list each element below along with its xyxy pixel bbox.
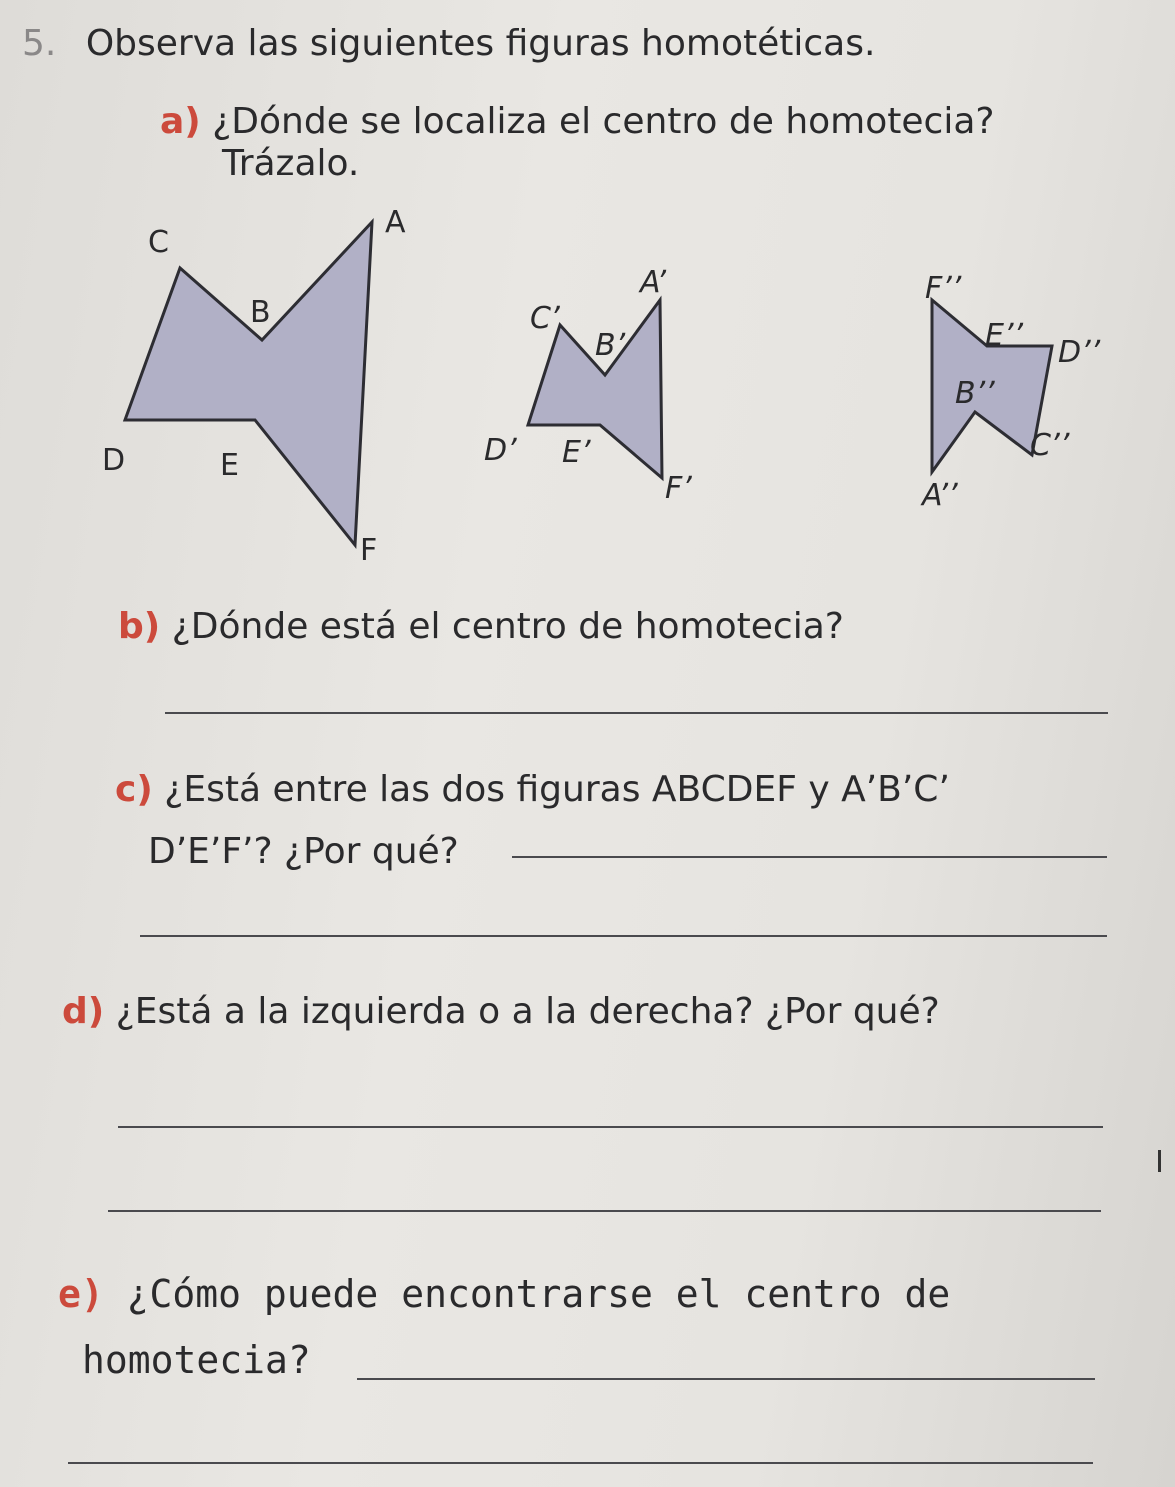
question-a-text: ¿Dónde se localiza el centro de homotecia?: [212, 101, 995, 142]
label-e1: E’: [562, 435, 591, 470]
question-a-marker: a): [160, 101, 201, 142]
question-c-line1: [115, 768, 950, 811]
label-a2: A’’: [922, 478, 958, 513]
figure-abcdef: [125, 222, 372, 545]
question-b-marker: b): [118, 606, 161, 647]
label-c: C: [148, 225, 169, 260]
answer-line-e-2[interactable]: [68, 1462, 1093, 1464]
answer-line-d-1[interactable]: [118, 1126, 1103, 1128]
label-d: D: [102, 443, 126, 478]
question-c-line2: D’E’F’? ¿Por qué?: [148, 831, 459, 872]
answer-line-e-1[interactable]: [357, 1378, 1095, 1380]
question-e-line1: [58, 1272, 950, 1318]
label-a: A: [385, 205, 406, 240]
label-f1: F’: [665, 471, 692, 506]
question-d-marker: d): [62, 991, 105, 1032]
label-c2: C’’: [1030, 428, 1070, 463]
label-d2: D’’: [1058, 335, 1101, 370]
exercise-number: 5.: [22, 23, 57, 64]
answer-line-d-2[interactable]: [108, 1210, 1101, 1212]
margin-mark: [1158, 1150, 1161, 1172]
label-b: B: [250, 295, 271, 330]
label-b2: B’’: [955, 376, 995, 411]
question-c-marker: c): [115, 769, 153, 810]
label-c1: C’: [530, 301, 560, 336]
label-f2: F’’: [925, 271, 962, 306]
question-e-text: ¿Cómo puede encontrarse el centro de: [126, 1272, 951, 1316]
label-d1: D’: [484, 433, 517, 468]
question-d-text: ¿Está a la izquierda o a la derecha? ¿Por qué?: [115, 991, 940, 1032]
label-f: F: [360, 533, 378, 568]
question-b-text: ¿Dónde está el centro de homotecia?: [171, 606, 844, 647]
exercise-title: Observa las siguientes figuras homotéticas.: [85, 23, 876, 64]
label-b1: B’: [595, 328, 626, 363]
label-e2: E’’: [985, 318, 1024, 353]
answer-line-c-2[interactable]: [140, 935, 1107, 937]
answer-line-b[interactable]: [165, 712, 1108, 714]
question-d: [62, 990, 940, 1033]
label-e: E: [220, 448, 239, 483]
question-e-marker: e): [58, 1272, 104, 1316]
question-a-line2: Trázalo.: [222, 143, 360, 184]
label-a1: A’: [640, 265, 667, 300]
answer-line-c-1[interactable]: [512, 856, 1107, 858]
question-b: [118, 605, 844, 648]
homothetic-figures: [0, 0, 1175, 600]
question-c-text: ¿Está entre las dos figuras ABCDEF y A’B’C’: [164, 769, 950, 810]
question-e-line2: homotecia?: [82, 1338, 311, 1382]
